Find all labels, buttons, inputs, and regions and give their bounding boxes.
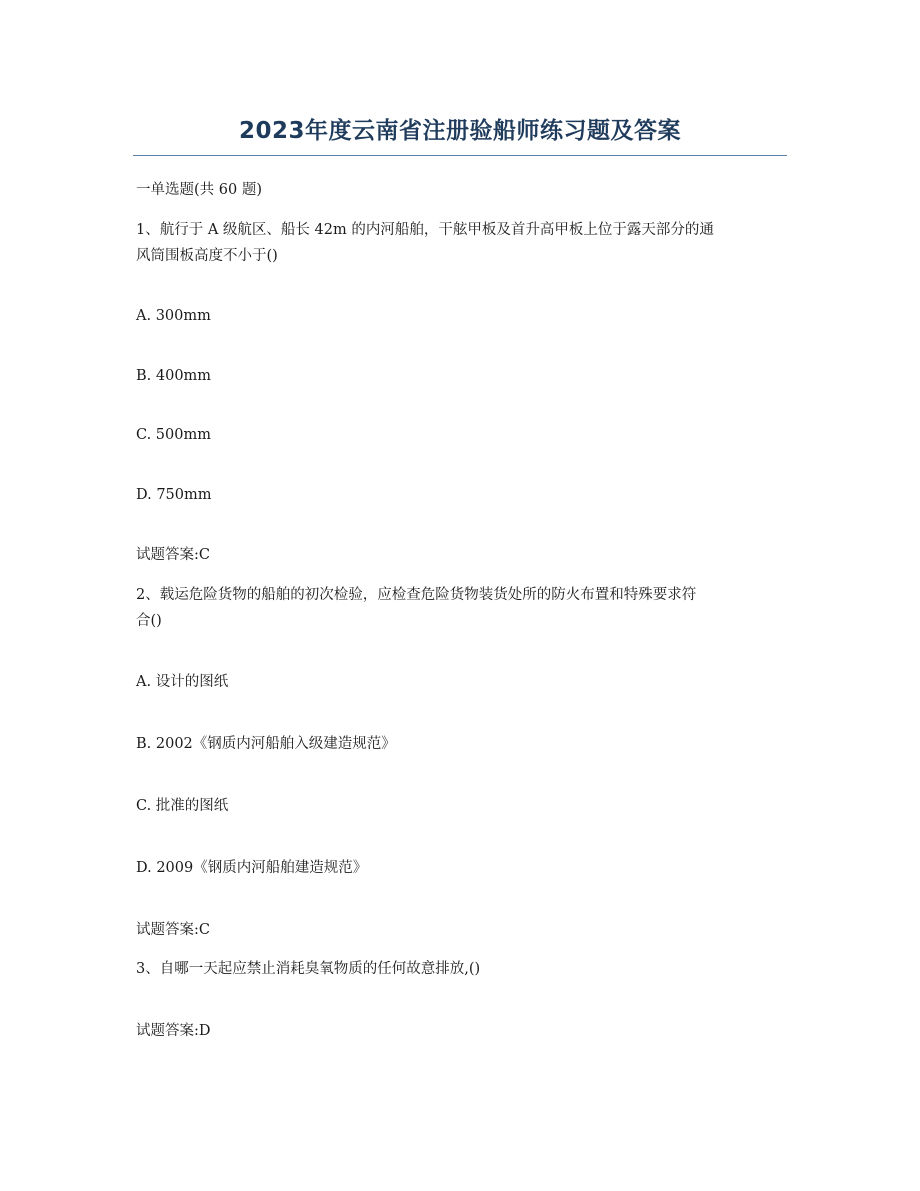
title-divider: [133, 155, 787, 156]
question-2-option-d: D. 2009《钢质内河船舶建造规范》: [136, 860, 368, 876]
question-2-option-a: A. 设计的图纸: [136, 674, 229, 690]
question-1-answer: 试题答案:C: [136, 547, 210, 563]
question-3-stem-line-1: 3、自哪一天起应禁止消耗臭氧物质的任何故意排放,(): [136, 961, 481, 977]
page-title: 2023年度云南省注册验船师练习题及答案: [238, 118, 681, 144]
question-1-option-a: A. 300mm: [136, 308, 211, 324]
section-heading: 一单选题(共 60 题): [136, 182, 262, 198]
question-1-option-d: D. 750mm: [136, 487, 212, 503]
question-2-option-c: C. 批准的图纸: [136, 798, 229, 814]
question-2-answer: 试题答案:C: [136, 922, 210, 938]
question-2-stem-line-1: 2、载运危险货物的船舶的初次检验，应检查危险货物装货处所的防火布置和特殊要求符: [136, 587, 697, 603]
question-1-option-c: C. 500mm: [136, 427, 211, 443]
question-1-option-b: B. 400mm: [136, 368, 212, 384]
question-3-answer: 试题答案:D: [136, 1023, 211, 1039]
question-1-stem-line-2: 风筒围板高度不小于(): [136, 248, 278, 264]
question-2-stem-line-2: 合(): [136, 613, 162, 629]
question-1-stem-line-1: 1、航行于 A 级航区、船长 42m 的内河船舶，干舷甲板及首升高甲板上位于露天部分的通: [136, 222, 714, 238]
question-2-option-b: B. 2002《钢质内河船舶入级建造规范》: [136, 736, 396, 752]
